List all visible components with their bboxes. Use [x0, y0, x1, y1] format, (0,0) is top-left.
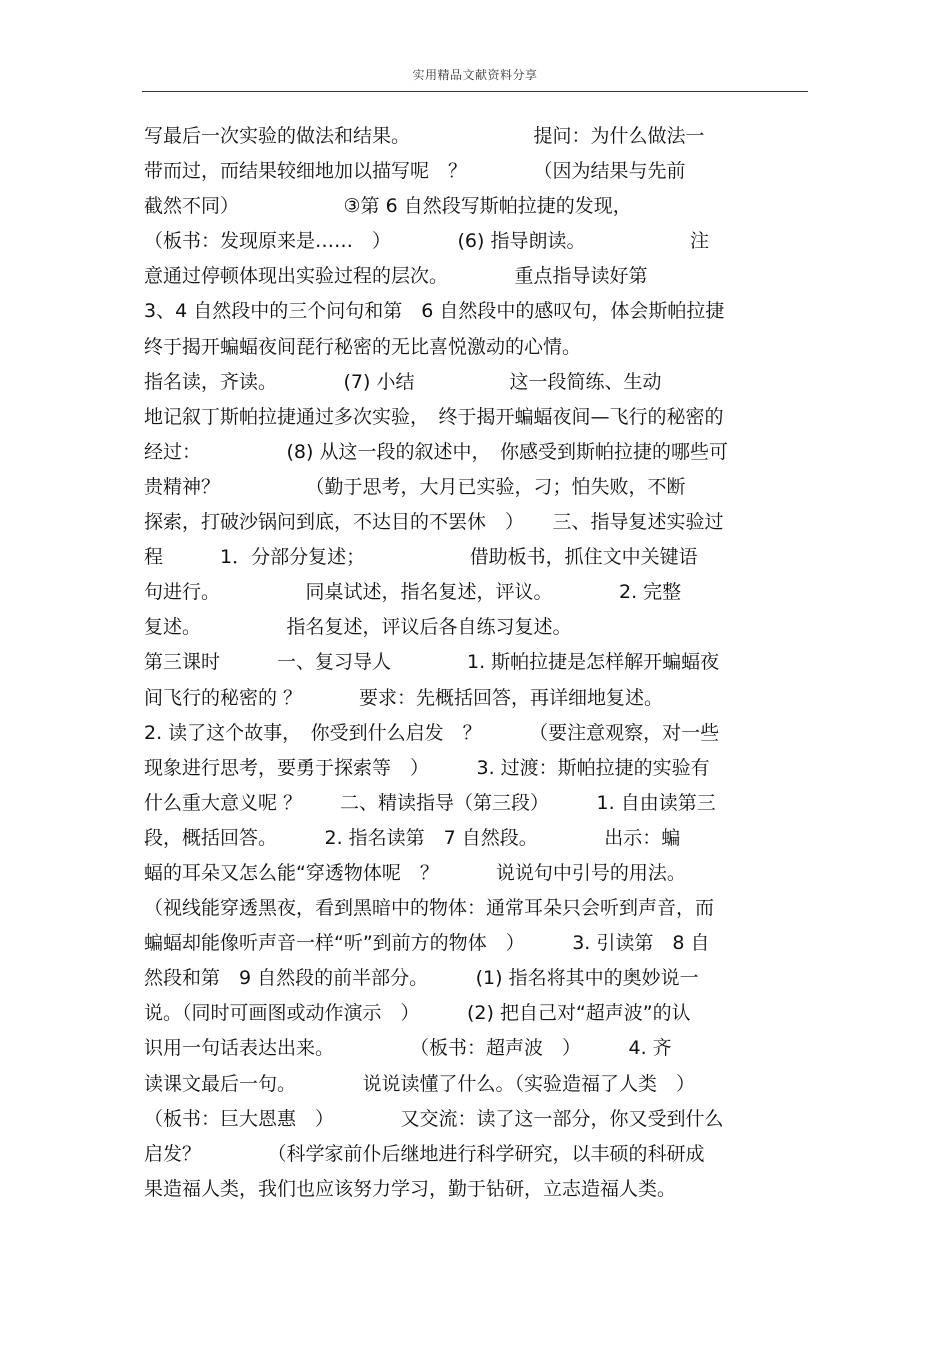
document-body	[144, 119, 808, 1207]
text-line: 3、4 自然段中的三个问句和第 6 自然段中的感叹句，体会斯帕拉捷	[144, 300, 725, 323]
text-line: 然段和第 9 自然段的前半部分。 (1) 指名将其中的奥妙说一	[144, 967, 699, 990]
text-line: 经过： (8) 从这一段的叙述中， 你感受到斯帕拉捷的哪些可	[144, 440, 728, 463]
text-line: 蝠的耳朵又怎么能“穿透物体呢 ？ 说说句中引号的用法。	[144, 861, 686, 884]
text-line: 终于揭开蝙蝠夜间琵行秘密的无比喜悦激动的心情。	[144, 335, 582, 358]
text-line: （板书：发现原来是…… ） (6) 指导朗读。 注	[144, 230, 709, 253]
text-line: 复述。 指名复述，评议后各自练习复述。	[144, 616, 572, 639]
text-line: 2. 读了这个故事， 你受到什么启发 ？ （要注意观察，对一些	[144, 721, 720, 744]
text-line: 段，概括回答。 2. 指名读第 7 自然段。 出示：蝙	[144, 826, 681, 849]
page-header	[142, 62, 808, 92]
text-line: 写最后一次实验的做法和结果。 提问：为什么做法一	[144, 125, 705, 147]
text-line: 间飞行的秘密的 ？ 要求：先概括回答，再详细地复述。	[144, 686, 664, 709]
text-line: 截然不同） ③第 6 自然段写斯帕拉捷的发现，	[144, 195, 632, 218]
text-line: 读课文最后一句。 说说读懂了什么。（实验造福了人类 ）	[144, 1072, 696, 1095]
text-line: 蝙蝠却能像听声音一样“听”到前方的物体 ） 3. 引读第 8 自	[144, 932, 710, 955]
text-line: 带而过，而结果较细地加以描写呢 ？ （因为结果与先前	[144, 160, 686, 183]
text-line: （板书：巨大恩惠 ） 又交流：读了这一部分，你又受到什么	[144, 1107, 724, 1130]
text-line: （视线能穿透黑夜，看到黑暗中的物体：通常耳朵只会听到声音，而	[144, 897, 715, 920]
text-line: 意通过停顿体现出实验过程的层次。 重点指导读好第	[144, 265, 648, 288]
text-line: 识用一句话表达出来。 （板书：超声波 ） 4. 齐	[144, 1037, 672, 1060]
text-line: 说。（同时可画图或动作演示 ） (2) 把自己对“超声波”的认	[144, 1002, 691, 1025]
header-title: 实用精品文献资料分享	[412, 68, 538, 82]
text-line: 指名读，齐读。 (7) 小结 这一段简练、生动	[144, 370, 662, 393]
text-line: 地记叙丁斯帕拉捷通过多次实验， 终于揭开蝙蝠夜间—飞行的秘密的	[144, 405, 724, 428]
text-line: 果造福人类，我们也应该努力学习，勤于钻研，立志造福人类。	[144, 1177, 677, 1200]
text-line: 第三课时 一、复习导人 1. 斯帕拉捷是怎样解开蝙蝠夜	[144, 651, 720, 674]
text-line: 现象进行思考，要勇于探索等 ） 3. 过渡：斯帕拉捷的实验有	[144, 756, 710, 779]
text-line: 探索，打破沙锅问到底，不达目的不罢休 ） 三、指导复述实验过	[144, 511, 724, 534]
text-line: 启发？ （科学家前仆后继地进行科学研究，以丰硕的科研成	[144, 1142, 705, 1165]
text-line: 贵精神？ （勤于思考，大月已实验，刁；怕失败，不断	[144, 475, 686, 498]
text-line: 程 1．分部分复述； 借助板书，抓住文中关键语	[144, 546, 698, 569]
text-line: 什么重大意义呢 ？ 二、精读指导（第三段） 1. 自由读第三	[144, 791, 716, 814]
text-line: 句进行。 同桌试述，指名复述，评议。 2. 完整	[144, 581, 682, 604]
